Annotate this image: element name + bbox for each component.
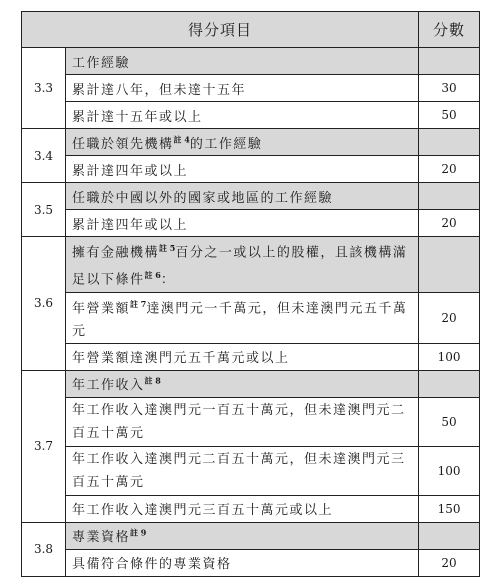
footnote-marker: 註 9 bbox=[130, 528, 147, 539]
section-number: 3.4 bbox=[22, 129, 66, 183]
section-number: 3.3 bbox=[22, 48, 66, 129]
section-number: 3.8 bbox=[22, 522, 66, 576]
item-score: 20 bbox=[419, 210, 480, 237]
item-score: 50 bbox=[419, 397, 480, 446]
item-text: 累計達十五年或以上 bbox=[66, 102, 419, 129]
item-score: 100 bbox=[419, 446, 480, 495]
section-category: 任職於中國以外的國家或地區的工作經驗 bbox=[66, 183, 419, 210]
table-row bbox=[22, 495, 480, 522]
category-text: 年工作收入 bbox=[72, 378, 145, 394]
table-row bbox=[22, 292, 480, 343]
category-text: 任職於領先機構 bbox=[72, 136, 174, 152]
table-row bbox=[22, 549, 480, 576]
item-score: 20 bbox=[419, 549, 480, 576]
section-3-5-category-row bbox=[22, 183, 480, 210]
item-text: 年工作收入達澳門元一百五十萬元，但未達澳門元二百五十萬元 bbox=[66, 397, 419, 446]
footnote-marker: 註 8 bbox=[144, 376, 161, 387]
item-text-part: 達澳門元一千萬元，但未達澳門元五千萬元 bbox=[72, 300, 408, 339]
header-score: 分數 bbox=[419, 12, 480, 48]
section-3-7-category-row bbox=[22, 370, 480, 397]
header-row bbox=[22, 12, 480, 48]
table-row bbox=[22, 446, 480, 495]
category-score-cell bbox=[419, 48, 480, 75]
item-score: 20 bbox=[419, 292, 480, 343]
section-category bbox=[66, 237, 419, 293]
category-text: 的工作經驗 bbox=[189, 136, 263, 152]
footnote-marker: 註 5 bbox=[159, 243, 176, 253]
section-category: 工作經驗 bbox=[66, 48, 419, 75]
item-text: 年工作收入達澳門元二百五十萬元，但未達澳門元三百五十萬元 bbox=[66, 446, 419, 495]
category-text: 擁有金融機構 bbox=[72, 245, 160, 261]
item-text: 累計達四年或以上 bbox=[66, 210, 419, 237]
section-category bbox=[66, 370, 419, 397]
section-number: 3.7 bbox=[22, 370, 66, 522]
section-3-3-category-row bbox=[22, 48, 480, 75]
footnote-marker: 註 7 bbox=[130, 298, 147, 309]
category-score-cell bbox=[419, 183, 480, 210]
item-text bbox=[66, 292, 419, 343]
section-category bbox=[66, 129, 419, 156]
section-3-6-category-row bbox=[22, 237, 480, 293]
item-score: 100 bbox=[419, 343, 480, 370]
footnote-marker: 註 4 bbox=[173, 134, 190, 145]
table-row bbox=[22, 75, 480, 102]
item-score: 50 bbox=[419, 102, 480, 129]
item-score: 30 bbox=[419, 75, 480, 102]
section-3-8-category-row bbox=[22, 522, 480, 549]
category-text: ： bbox=[160, 272, 176, 288]
category-text: 百分之一或以上的股權，且該機構滿足以下條件 bbox=[72, 245, 408, 288]
table-row bbox=[22, 156, 480, 183]
table-row bbox=[22, 397, 480, 446]
item-score: 150 bbox=[419, 495, 480, 522]
table-row bbox=[22, 210, 480, 237]
table-row bbox=[22, 343, 480, 370]
category-score-cell bbox=[419, 237, 480, 293]
section-number: 3.5 bbox=[22, 183, 66, 237]
table-row bbox=[22, 102, 480, 129]
category-text: 專業資格 bbox=[72, 530, 131, 546]
header-item: 得分項目 bbox=[22, 12, 419, 48]
footnote-marker: 註 6 bbox=[144, 270, 161, 281]
item-text: 累計達八年，但未達十五年 bbox=[66, 75, 419, 102]
item-score: 20 bbox=[419, 156, 480, 183]
category-score-cell bbox=[419, 129, 480, 156]
item-text: 具備符合條件的專業資格 bbox=[66, 549, 419, 576]
category-score-cell bbox=[419, 522, 480, 549]
item-text-part: 年營業額 bbox=[72, 300, 131, 316]
section-3-4-category-row bbox=[22, 129, 480, 156]
section-number: 3.6 bbox=[22, 237, 66, 371]
section-category bbox=[66, 522, 419, 549]
score-table bbox=[21, 11, 480, 577]
item-text: 年營業額達澳門元五千萬元或以上 bbox=[66, 343, 419, 370]
category-score-cell bbox=[419, 370, 480, 397]
item-text: 年工作收入達澳門元三百五十萬元或以上 bbox=[66, 495, 419, 522]
item-text: 累計達四年或以上 bbox=[66, 156, 419, 183]
